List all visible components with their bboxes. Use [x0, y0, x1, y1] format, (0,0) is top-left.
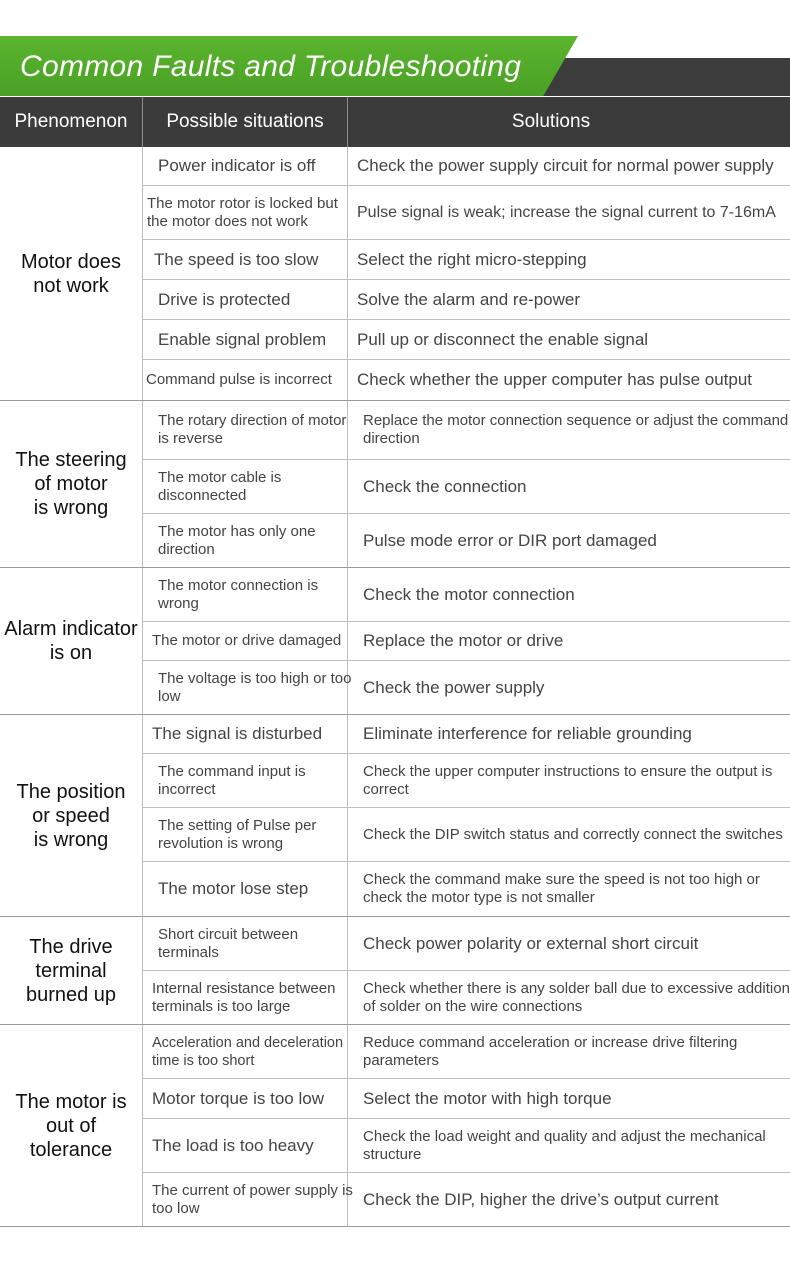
solution-text: Replace the motor or drive — [363, 631, 564, 650]
phenomenon-cell — [0, 715, 142, 916]
situation-cell — [144, 568, 360, 621]
situation-text: The motor or drive damaged — [152, 632, 342, 649]
solution-text: Eliminate interference for reliable grounding — [363, 724, 692, 743]
title-banner — [0, 36, 790, 96]
solution-cell — [349, 460, 790, 513]
solution-cell — [349, 862, 790, 916]
situation-text: Short circuit between terminals — [158, 925, 299, 961]
solution-text: Check the DIP switch status and correctly connect the switches — [363, 825, 783, 843]
phenomenon-line: burned up — [25, 983, 117, 1006]
solution-cell — [349, 1025, 790, 1078]
column-divider — [142, 147, 143, 1227]
situation-cell — [144, 715, 354, 753]
situation-text: The current of power supply is too low — [152, 1181, 353, 1217]
solution-text: Pulse signal is weak; increase the signal current to 7-16mA — [357, 203, 776, 221]
solution-text: Check whether there is any solder ball due to excessive addition of solder on the wire connections — [363, 979, 790, 1015]
phenomenon-cell — [0, 147, 142, 400]
solution-text: Solve the alarm and re-power — [357, 289, 581, 309]
solution-text: Check whether the upper computer has pulse output — [357, 370, 753, 389]
situation-cell — [144, 1079, 354, 1118]
situation-cell — [144, 1025, 354, 1078]
situation-text: The motor lose step — [158, 879, 309, 898]
situation-text: Internal resistance between terminals is too large — [152, 979, 336, 1015]
solution-cell — [349, 1119, 790, 1172]
phenomenon-line: is on — [49, 642, 93, 664]
situation-cell — [144, 401, 360, 459]
fault-table — [0, 147, 790, 1227]
solution-cell — [349, 622, 790, 660]
phenomenon-line: Motor does — [20, 250, 122, 273]
phenomenon-cell — [0, 1025, 142, 1226]
solution-text: Check the power supply — [363, 677, 545, 697]
phenomenon-line: of motor — [34, 473, 108, 495]
situation-cell — [144, 514, 360, 567]
situation-text: Motor torque is too low — [152, 1088, 324, 1108]
header-solutions: Solutions — [511, 111, 591, 132]
solution-text: Select the motor with high torque — [363, 1088, 612, 1108]
solution-cell — [349, 240, 790, 279]
solution-cell — [349, 401, 790, 459]
solution-cell — [349, 1079, 790, 1118]
situation-text: Enable signal problem — [158, 329, 327, 349]
situation-text: The voltage is too high or too low — [158, 669, 352, 705]
solution-cell — [349, 147, 790, 185]
solution-cell — [349, 514, 790, 567]
situation-text: Command pulse is incorrect — [146, 371, 332, 388]
solution-text: Check power polarity or external short circuit — [363, 933, 699, 953]
solution-cell — [349, 754, 790, 807]
situation-text: The setting of Pulse per revolution is wrong — [158, 816, 317, 852]
header-phenomenon: Phenomenon — [14, 111, 128, 132]
phenomenon-line: is wrong — [33, 497, 109, 519]
solution-cell — [349, 917, 790, 970]
situation-cell — [144, 754, 360, 807]
situation-text: The load is too heavy — [152, 1135, 314, 1155]
solution-text: Replace the motor connection sequence or adjust the command direction — [363, 412, 789, 447]
situation-cell — [144, 808, 360, 861]
solution-cell — [349, 320, 790, 359]
situation-cell — [144, 971, 354, 1024]
solution-cell — [349, 715, 790, 753]
phenomenon-line: The position — [16, 780, 126, 803]
page-title: Common Faults and Troubleshooting — [20, 50, 522, 83]
situation-text: The motor connection is wrong — [158, 576, 319, 612]
solution-cell — [349, 661, 790, 714]
situation-text: The signal is disturbed — [152, 724, 323, 743]
phenomenon-line: Alarm indicator — [4, 618, 138, 640]
solution-text: Select the right micro-stepping — [357, 249, 587, 269]
phenomenon-line: terminal — [35, 959, 107, 982]
situation-text: The speed is too slow — [154, 249, 319, 269]
situation-cell — [144, 147, 360, 185]
banner-dark-stripe — [540, 58, 790, 96]
solution-text: Check the power supply circuit for normal power supply — [357, 156, 774, 175]
solution-text: Reduce command acceleration or increase drive filtering parameters — [363, 1033, 738, 1069]
solution-text: Check the motor connection — [363, 584, 575, 604]
situation-text: Power indicator is off — [158, 156, 316, 175]
solution-cell — [349, 808, 790, 861]
phenomenon-cell — [0, 401, 142, 567]
phenomenon-line: is wrong — [33, 828, 109, 851]
situation-cell — [144, 280, 360, 319]
group-divider — [0, 1226, 790, 1227]
solution-cell — [349, 1173, 790, 1226]
solution-cell — [349, 280, 790, 319]
situation-cell — [146, 360, 348, 400]
phenomenon-line: The steering — [15, 449, 127, 471]
solution-text: Pulse mode error or DIR port damaged — [363, 530, 657, 550]
situation-cell — [144, 460, 360, 513]
table-header — [0, 97, 790, 147]
phenomenon-cell — [0, 917, 142, 1024]
solution-text: Check the load weight and quality and adjust the mechanical structure — [363, 1127, 766, 1163]
phenomenon-line: The drive — [29, 935, 113, 958]
solution-cell — [349, 186, 790, 239]
solution-cell — [349, 971, 790, 1024]
situation-text: The rotary direction of motor is reverse — [158, 412, 347, 447]
solution-text: Check the upper computer instructions to ensure the output is correct — [363, 762, 773, 798]
header-situations: Possible situations — [166, 111, 324, 132]
solution-cell — [349, 360, 790, 400]
phenomenon-cell — [0, 568, 142, 714]
solution-text: Check the DIP, higher the drive’s output current — [363, 1189, 719, 1209]
phenomenon-line: not work — [33, 274, 109, 297]
solution-text: Check the command make sure the speed is not too high or check the motor type is not smaller — [363, 871, 760, 906]
phenomenon-line: out of — [45, 1114, 97, 1137]
situation-cell — [144, 1173, 354, 1226]
situation-cell — [144, 320, 360, 359]
phenomenon-line: or speed — [32, 804, 110, 827]
solution-cell — [349, 568, 790, 621]
phenomenon-line: The motor is — [15, 1090, 127, 1113]
situation-cell — [144, 1119, 354, 1172]
situation-cell — [144, 917, 360, 970]
situation-cell — [144, 661, 360, 714]
situation-text: The motor has only one direction — [158, 522, 316, 558]
solution-text: Check the connection — [363, 476, 527, 496]
situation-text: Acceleration and deceleration time is too short — [152, 1034, 344, 1069]
phenomenon-line: tolerance — [29, 1138, 113, 1161]
situation-text: The motor cable is disconnected — [158, 468, 282, 504]
situation-cell — [146, 240, 356, 279]
situation-text: The motor rotor is locked but the motor does not work — [147, 194, 338, 230]
situation-text: The command input is incorrect — [158, 762, 306, 798]
situation-cell — [147, 186, 347, 239]
solution-text: Pull up or disconnect the enable signal — [357, 329, 649, 349]
situation-cell — [144, 622, 354, 660]
situation-cell — [144, 862, 360, 916]
situation-text: Drive is protected — [158, 289, 291, 309]
